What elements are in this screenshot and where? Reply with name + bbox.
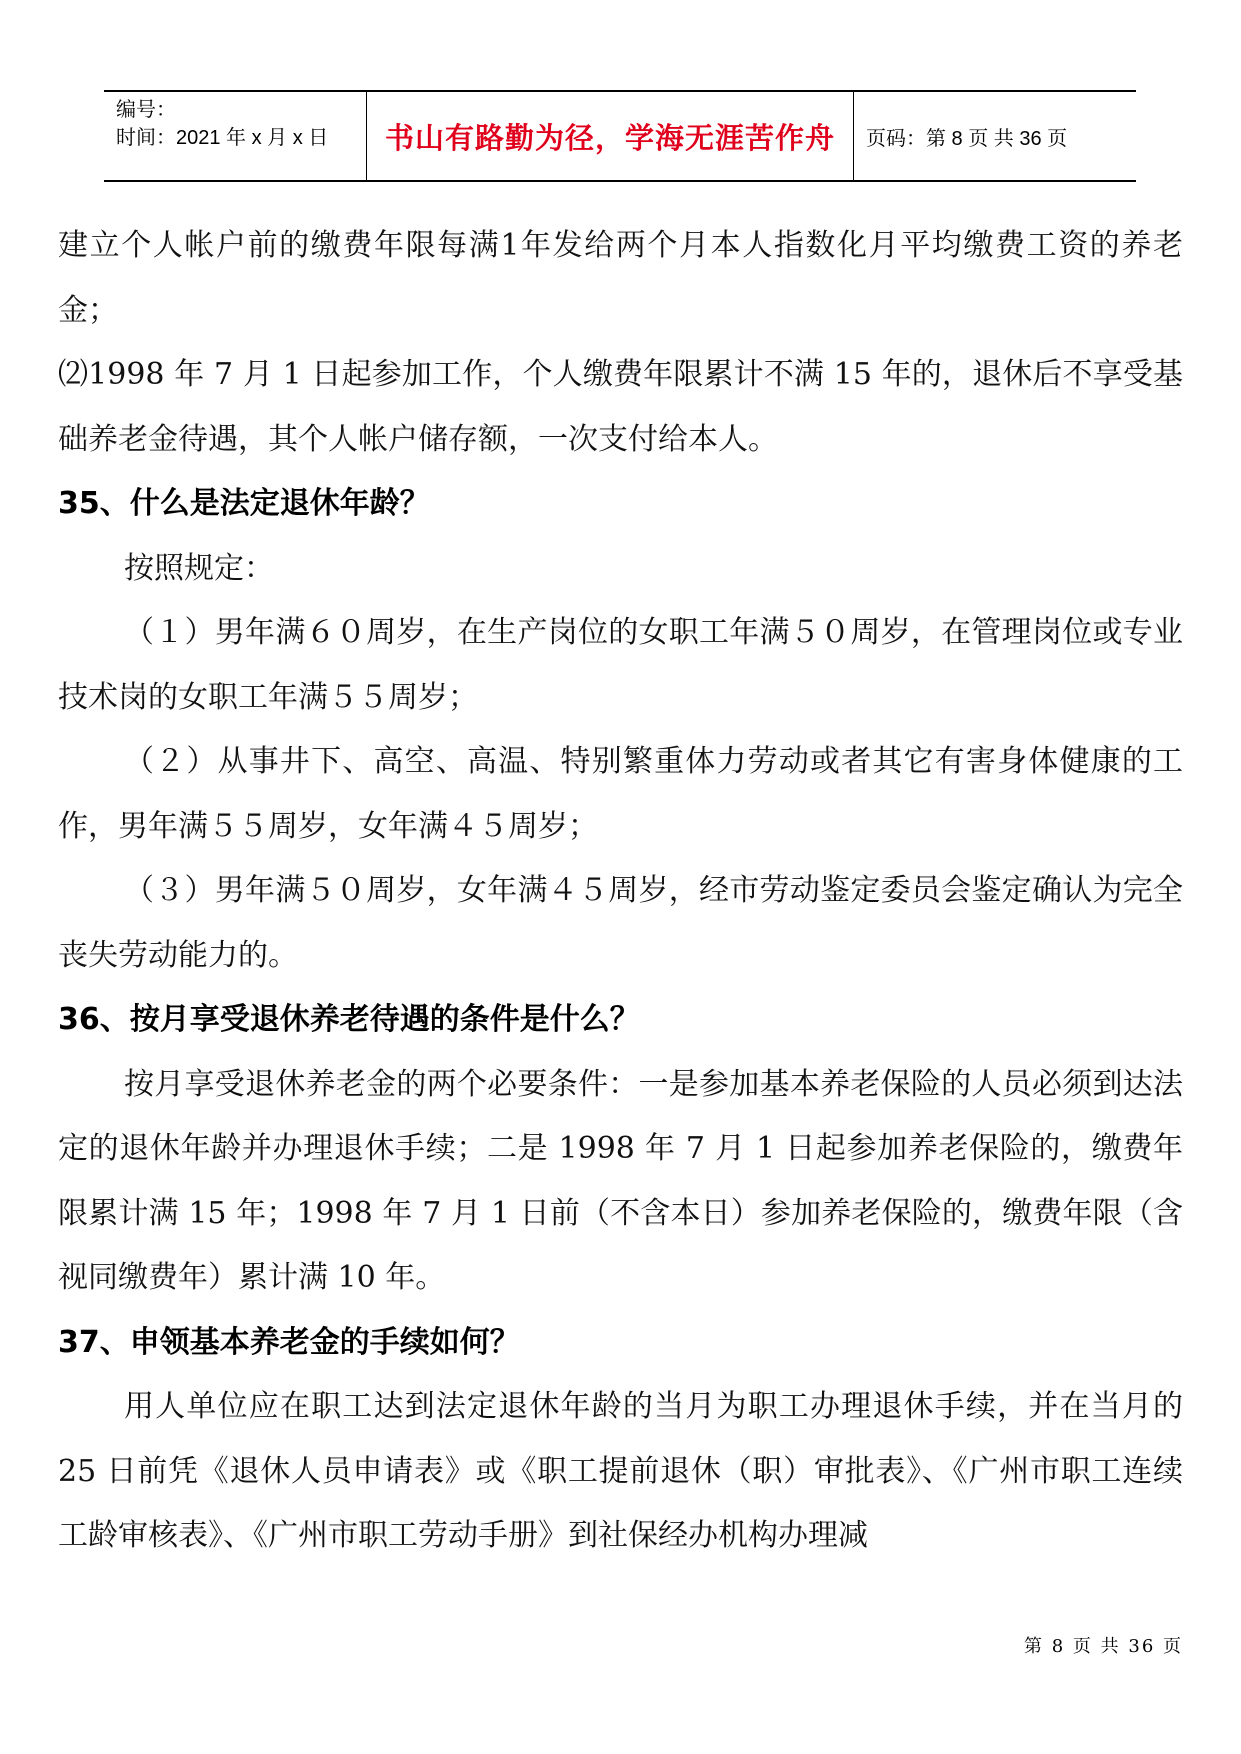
header-slogan: 书山有路勤为径，学海无涯苦作舟 — [366, 92, 854, 180]
section-heading-37: 37、申领基本养老金的手续如何？ — [58, 1324, 520, 1360]
list-item: （１）男年满６０周岁，在生产岗位的女职工年满５０周岁，在管理岗位或专业技术岗的女职工年满５５周岁； — [58, 615, 1183, 715]
document-body — [58, 214, 1183, 1569]
document-number-label: 编号： — [116, 99, 176, 121]
paragraph: 建立个人帐户前的缴费年限每满1年发给两个月本人指数化月平均缴费工资的养老金； — [58, 228, 1183, 328]
paragraph: 按月享受退休养老金的两个必要条件：一是参加基本养老保险的人员必须到达法定的退休年龄并办理退休手续；二是 1998 年 7 月 1 日起参加养老保险的，缴费年限累计满 15 年；1998 年 7 月 1 日前（不含本日）参加养老保险的，缴费年限（含视同缴费年）累计满 10 年。 — [58, 1066, 1183, 1295]
paragraph: ⑵1998 年 7 月 1 日起参加工作，个人缴费年限累计不满 15 年的，退休后不享受基础养老金待遇，其个人帐户储存额，一次支付给本人。 — [58, 357, 1183, 457]
list-item: （３）男年满５０周岁，女年满４５周岁，经市劳动鉴定委员会鉴定确认为完全丧失劳动能力的。 — [58, 873, 1183, 973]
paragraph: 用人单位应在职工达到法定退休年龄的当月为职工办理退休手续，并在当月的 25 日前凭《退休人员申请表》或《职工提前退休（职）审批表》、《广州市职工连续工龄审核表》、《广州市职工劳动手册》到社保经办机构办理减 — [58, 1389, 1183, 1553]
section-heading-35: 35、什么是法定退休年龄？ — [58, 486, 430, 521]
paragraph: 按照规定： — [124, 550, 274, 586]
document-time-label: 时间：2021 年 x 月 x 日 — [116, 127, 329, 149]
header-left-cell — [104, 92, 366, 180]
list-item: （２）从事井下、高空、高温、特别繁重体力劳动或者其它有害身体健康的工作，男年满５５周岁，女年满４５周岁； — [58, 744, 1183, 844]
section-heading-36: 36、按月享受退休养老待遇的条件是什么？ — [58, 1002, 640, 1037]
page-footer: 第 8 页 共 36 页 — [1024, 1636, 1183, 1657]
page-header-table — [104, 90, 1136, 182]
header-page-code: 页码：第 8 页 共 36 页 — [866, 127, 1068, 150]
